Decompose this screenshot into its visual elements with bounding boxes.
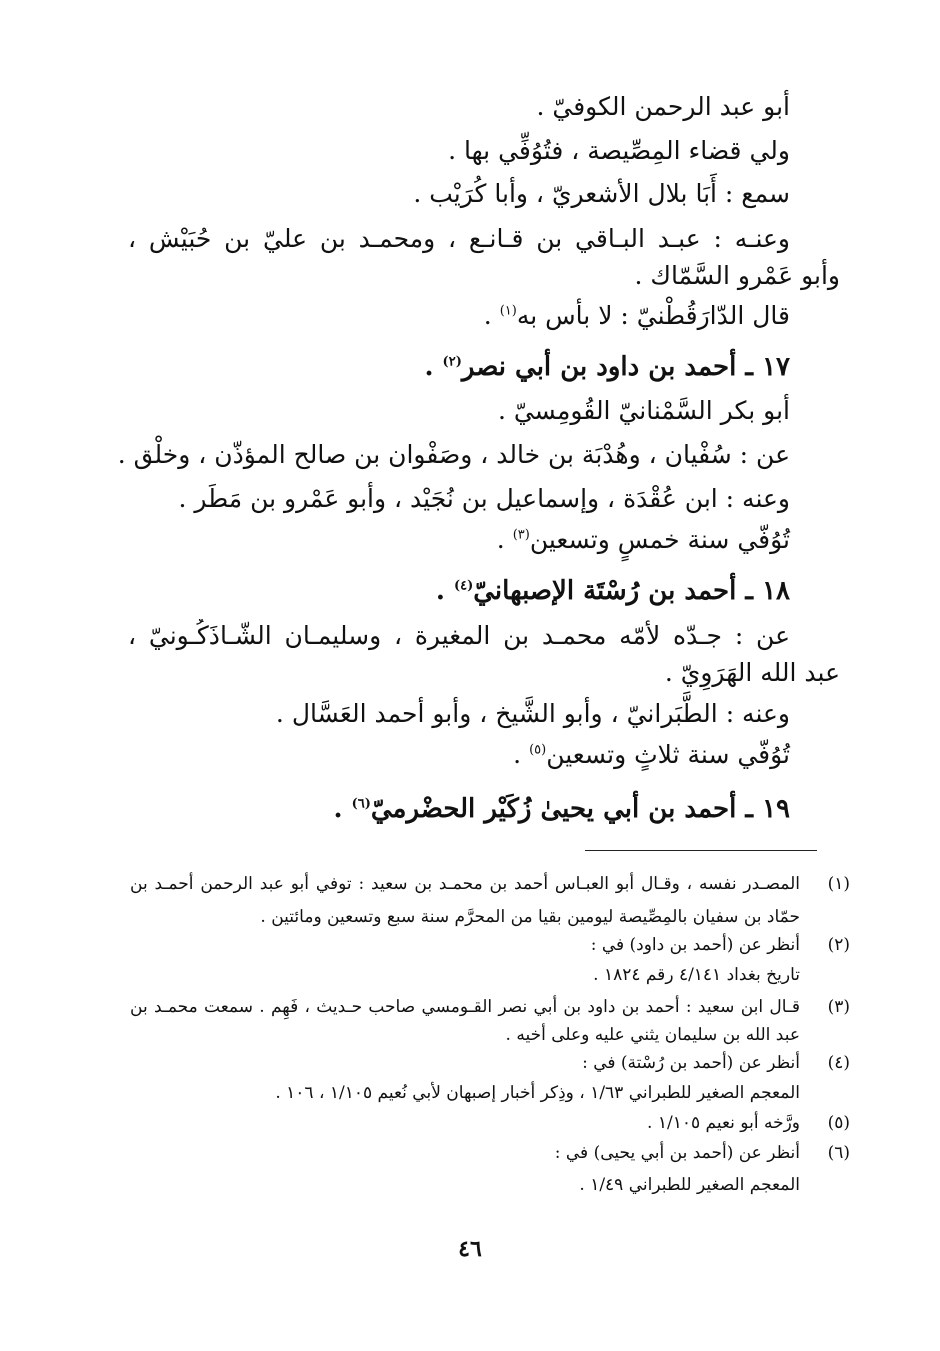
entry-title: ١٨ ـ أحمد بن رُسْتَة الإصبهانيّ [473,576,790,606]
entry-heading [424,350,790,384]
text-segment: . [483,301,500,330]
text-segment: . [496,525,513,554]
footnote-ref: (٤) [453,578,474,594]
text-segment: تُوُفّي سنة خمسٍ وتسعين [529,525,790,554]
footnote-number: (٤) [827,1053,850,1073]
footnote-text: المصـدر نفسه ، وقـال أبو العبـاس أحمد بن محمـد بن سعيد : توفي أبو عبد الرحمن أحمـد بن [130,874,800,894]
text-line: سمع : أَبَا بلال الأشعريّ ، وأبا كُرَيْب . [413,179,790,208]
text-line [513,738,790,772]
text-segment: قال الدّارَقُطْنيّ : لا بأس به [516,301,790,330]
page-number: ٤٦ [458,1236,482,1262]
text-line: أبو عبد الرحمن الكوفيّ . [536,92,790,121]
text-line: وعنـه : عبـد البـاقي بن قـانـع ، ومحمـد بن عليّ بن حُبَيْش ، [128,224,790,253]
footnote-text: عبد الله بن سليمان يثني عليه وعلى أخيه . [505,1025,800,1045]
entry-title: ١٧ ـ أحمد بن داود بن أبي نصر [461,352,790,382]
text-line: عن : جـدّه لأمّه محمـد بن المغيرة ، وسليمـان الشّـاذَكُـونيّ ، [128,621,790,650]
footnote-text: المعجم الصغير للطبراني ١/٦٣ ، وذِكر أخبار إصبهان لأبي نُعيم ١/١٠٥ ، ١٠٦ . [275,1083,800,1103]
text-line: عبد الله الهَرَوِيّ . [664,658,840,687]
footnote-text: أنظر عن (أحمد بن رُسْتة) في : [582,1053,800,1073]
text-segment: . [333,794,352,824]
footnote-divider [585,850,817,851]
text-segment: . [424,352,443,382]
footnote-text: قـال ابن سعيد : أحمد بن داود بن أبي نصر القـومسي صاحب حـديث ، فَهِم . سمعت محمـد بن [130,997,800,1017]
footnote-ref: (٣) [512,527,530,543]
entry-heading [436,574,790,608]
footnote-number: (٦) [827,1143,850,1163]
footnote-text: ورَّخه أبو نعيم ١/١٠٥ . [647,1113,800,1133]
footnote-number: (١) [827,874,850,894]
footnote-number: (٣) [827,997,850,1017]
text-segment: . [513,740,530,769]
footnote-number: (٥) [827,1113,850,1133]
footnote-ref: (٦) [351,796,371,812]
footnote-text: تاريخ بغداد ٤/١٤١ رقم ١٨٢٤ . [593,965,800,985]
entry-heading [333,792,790,826]
text-line: ولي قضاء المِصِّيصة ، فتُوُفِّي بها . [448,136,790,165]
footnote-number: (٢) [827,935,850,955]
text-line: وعنه : الطَّبَرانيّ ، وأبو الشَّيخ ، وأبو أحمد العَسَّال . [275,699,790,728]
footnote-text: حمّاد بن سفيان بالمِصِّيصة ليومين بقيا من المحرَّم سنة سبع وتسعين ومائتين . [260,907,800,927]
footnote-ref: (٢) [442,354,462,370]
text-line: أبو بكر السَّمْنانيّ القُومِسيّ . [497,396,790,425]
footnote-text: أنظر عن (أحمد بن أبي يحيى) في : [554,1143,800,1163]
text-line: وأبو عَمْرو السَّمّاك . [634,261,840,290]
text-line [497,523,790,557]
text-segment: تُوُفّي سنة ثلاثٍ وتسعين [546,740,790,769]
entry-title: ١٩ ـ أحمد بن أبي يحيىٰ زُكَيْر الحضْرميّ [370,794,790,824]
footnote-ref: (١) [499,303,517,319]
footnote-text: المعجم الصغير للطبراني ١/٤٩ . [579,1175,800,1195]
footnote-text: أنظر عن (أحمد بن داود) في : [590,935,800,955]
footnote-ref: (٥) [529,742,547,758]
text-line: عن : سُفْيان ، وهُدْبَة بن خالد ، وصَفْوان بن صالح المؤذّن ، وخلْق . [117,440,790,469]
text-segment: . [435,576,454,606]
text-line: وعنه : ابن عُقْدَة ، وإسماعيل بن نُجَيْد ، وأبو عَمْرو بن مَطَر . [178,484,790,513]
text-line [484,299,790,333]
